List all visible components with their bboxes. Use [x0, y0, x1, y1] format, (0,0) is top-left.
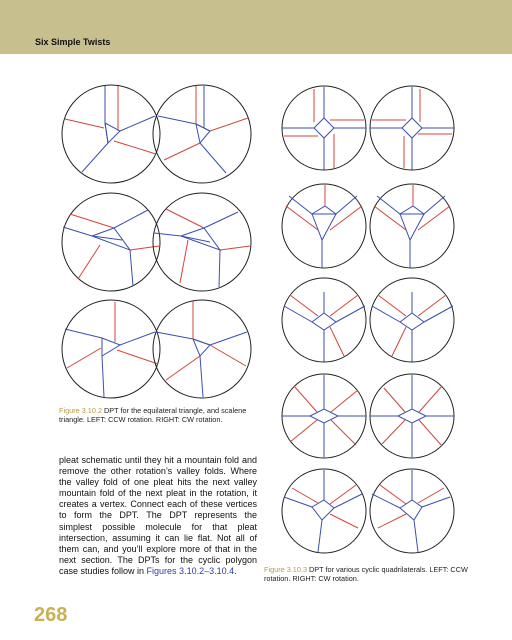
quad-dpt-8	[370, 374, 454, 458]
quad-dpt-10	[370, 469, 454, 553]
body-text: pleat schematic until they hit a mountain fold and remove the other rotation’s valley folds. Where the valley fold of one pleat hits the next valley mountain fold of the next pleat in the rotation, it creates a vertex. Connect each of these vertices to form the DPT. The DPT represents the simplest possible molecule for that pleat intersection, assuming it can lie flat. Not all of them can, and you’ll explore more of that in the next section. The DPTs for the cyclic polygon case studies follow in	[59, 455, 257, 576]
quad-dpt-7	[282, 374, 366, 458]
triangle-dpt-4	[153, 193, 251, 291]
quad-dpt-5	[282, 278, 366, 362]
triangle-dpt-1	[62, 85, 160, 183]
page-number: 268	[34, 604, 68, 626]
quad-dpt-1	[282, 86, 366, 170]
triangle-dpt-2	[153, 85, 251, 183]
triangle-dpt-5	[62, 300, 160, 398]
body-paragraph	[59, 455, 257, 577]
quad-dpt-9	[282, 469, 366, 553]
figure-cross-reference-link[interactable]: Figures 3.10.2–3.10.4	[146, 565, 235, 576]
figure-label: Figure 3.10.3	[264, 565, 307, 574]
quad-dpt-3	[282, 184, 366, 268]
quad-dpt-4	[370, 184, 454, 268]
figure-caption-left	[59, 406, 259, 425]
running-title: Six Simple Twists	[35, 37, 111, 47]
body-text-end: .	[234, 565, 237, 576]
triangle-dpt-3	[62, 193, 160, 291]
figure-caption-text: DPT for various cyclic quadrilaterals. LEFT: CCW rotation. RIGHT: CW rotation.	[264, 565, 468, 584]
quad-dpt-6	[370, 278, 454, 362]
quad-dpt-2	[370, 86, 454, 170]
figure-caption-text: DPT for the equilateral triangle, and scalene triangle. LEFT: CCW rotation. RIGHT: CW rotation.	[59, 406, 247, 425]
figure-caption-right	[264, 565, 479, 584]
triangle-dpt-6	[153, 300, 251, 398]
figure-label: Figure 3.10.2	[59, 406, 102, 415]
